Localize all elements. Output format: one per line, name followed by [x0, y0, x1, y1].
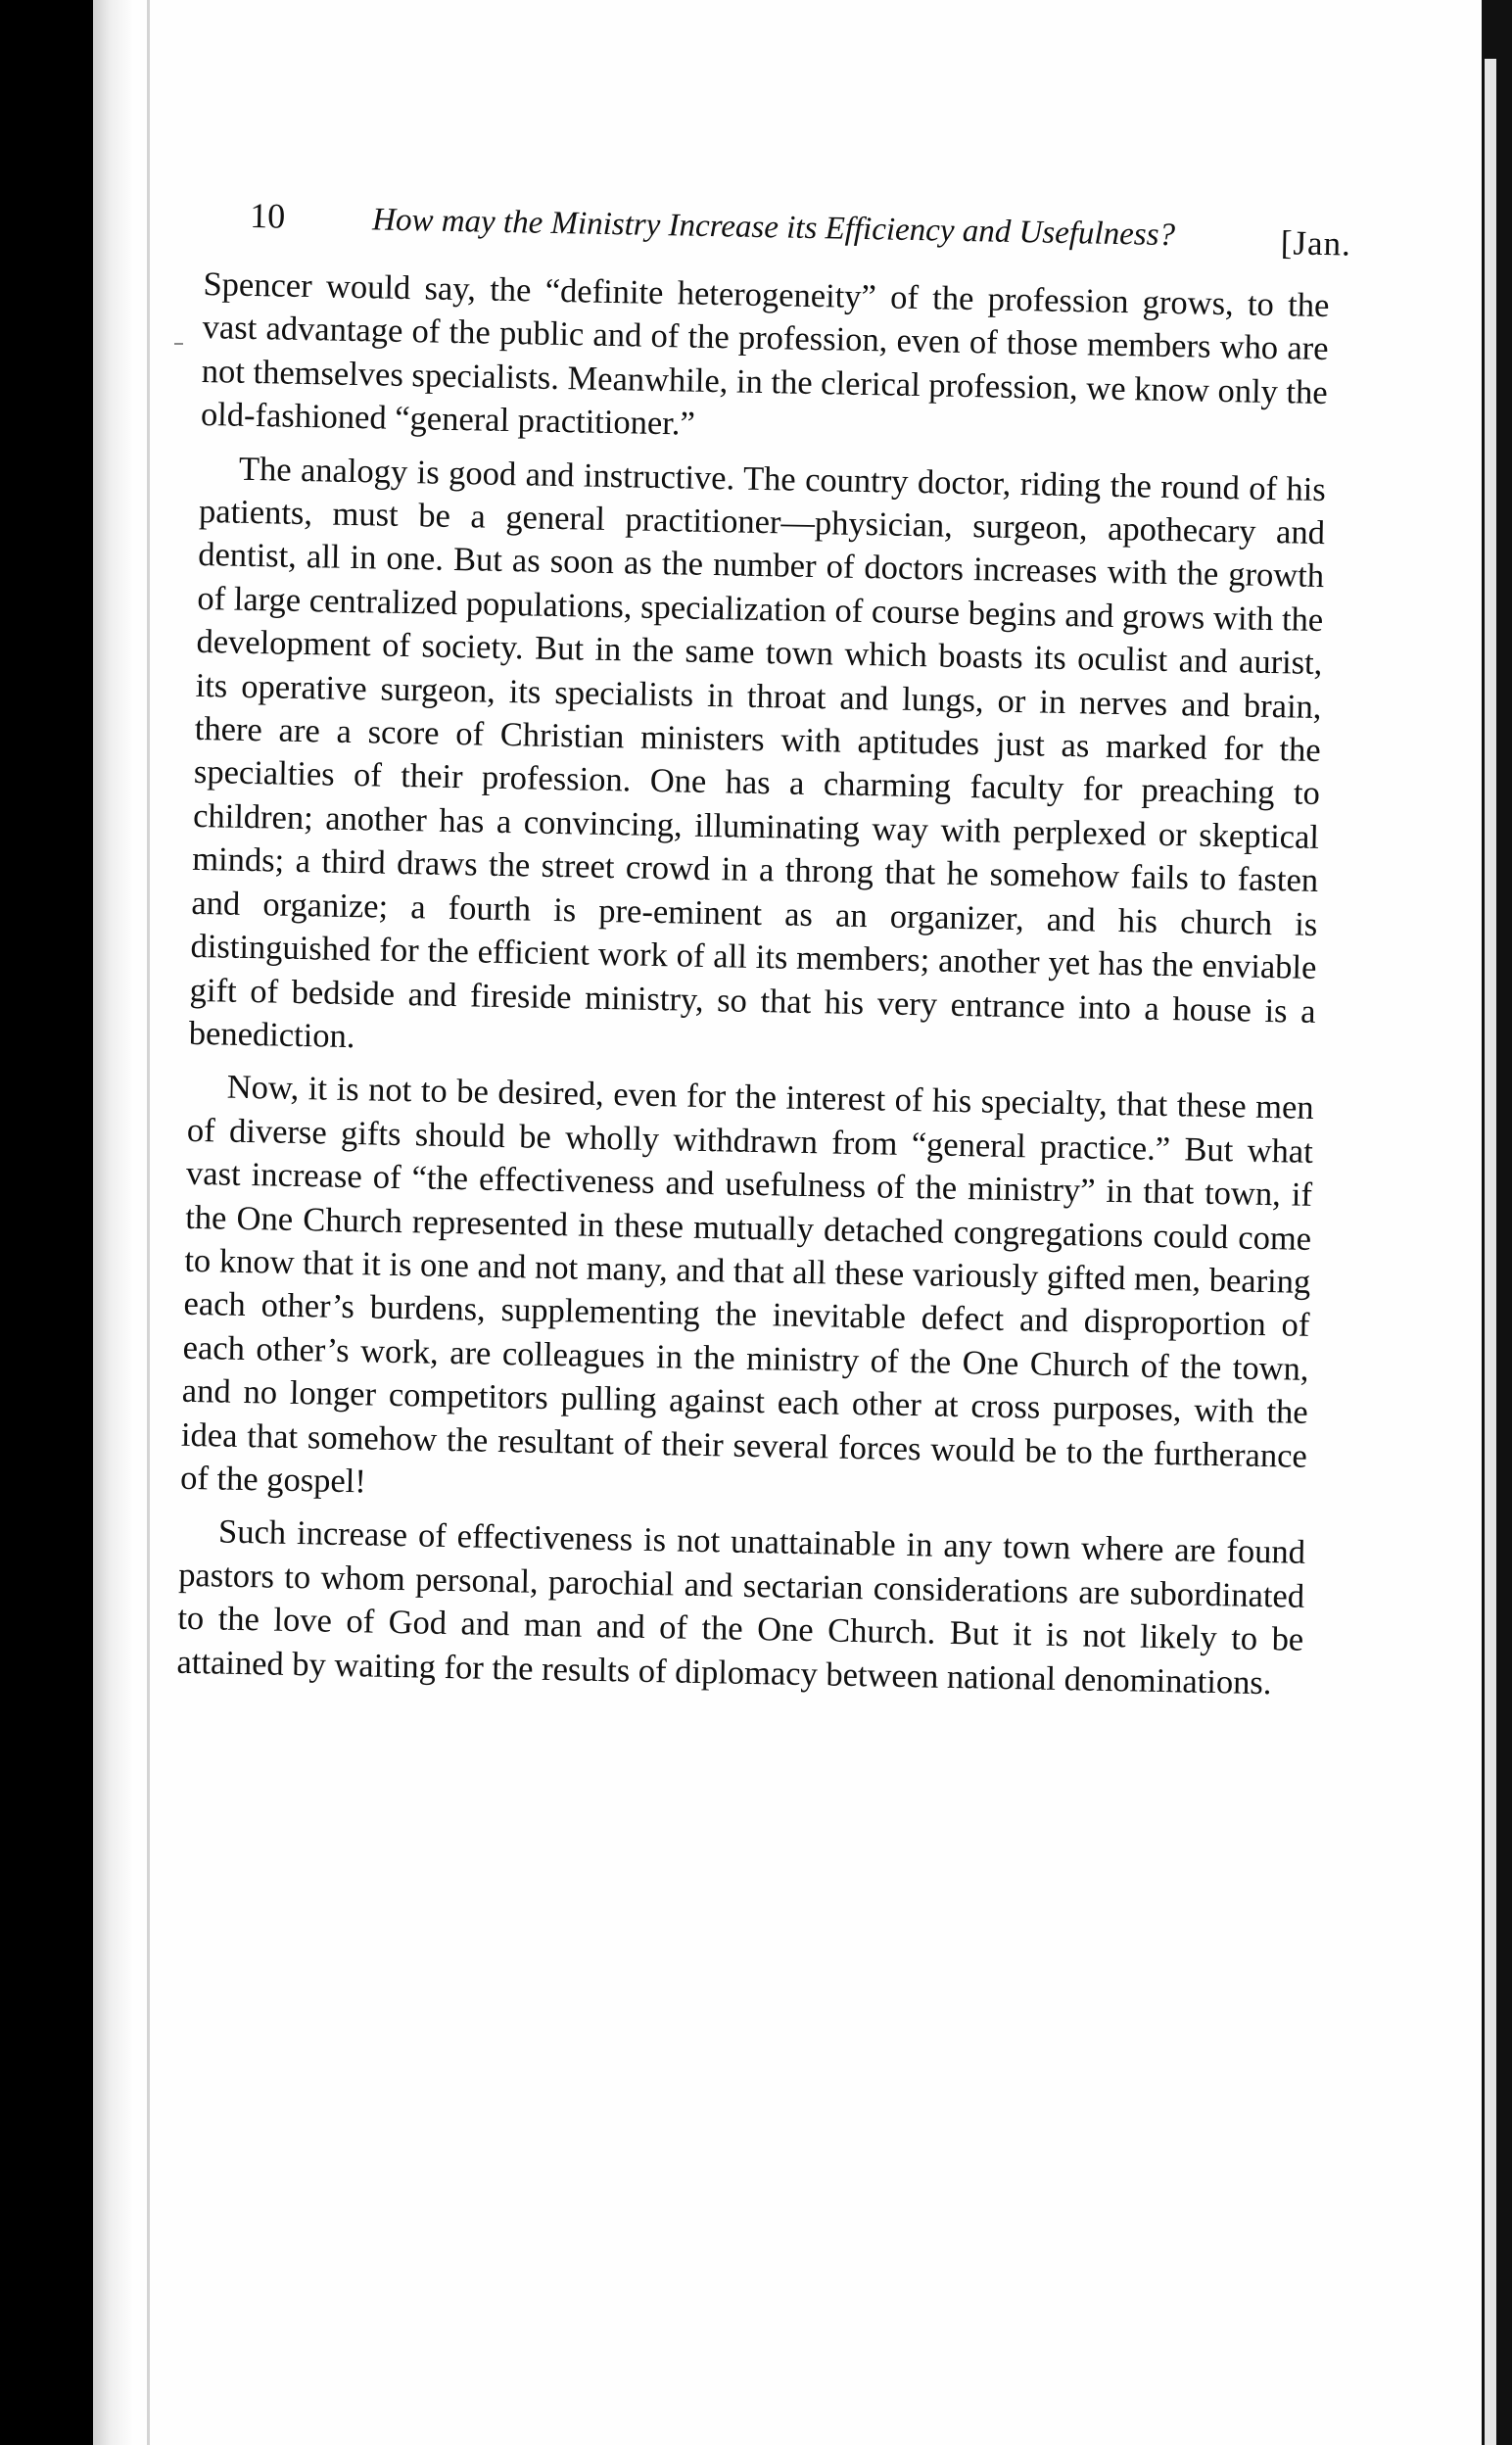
- margin-mark: [174, 343, 183, 345]
- paragraph: Now, it is not to be desired, even for the interest of his specialty, that these men of diverse gifts should be wholly withdrawn from “general practice.” But what vast increase of “the effectiveness and usefulness of the ministry” in that town, if the One Church represented in these mutually detached congregations could come to know that it is one and not many, and that all these variously gifted men, bearing each other’s burdens, supplementing the inevitable defect and disproportion of each other’s work, are colleagues in the ministry of the One Church of the town, and no longer competitors pulling against each other at cross purposes, with the idea that somehow the resultant of their several forces would be to the furtherance of the gospel!: [179, 1068, 1315, 1501]
- running-month: [Jan.: [1280, 223, 1352, 264]
- running-title: How may the Ministry Increase its Efficiency and Usefulness?: [371, 202, 1176, 254]
- page-gutter-line: [147, 0, 150, 2445]
- paragraph: Such increase of effectiveness is not unattainable in any town where are found pastors to whom personal, parochial and sectarian considerations are subordinated to the love of God and man and of the One Church. But it is not likely to be attained by waiting for the results of diplomacy between national denominations.: [176, 1512, 1306, 1702]
- page-binding-shadow: [93, 0, 132, 2445]
- paragraph: The analogy is good and instructive. The country doctor, riding the round of his patients, must be a general practitioner—physician, surgeon, apothecary and dentist, all in one. But as soon as the number of doctors increases with the growth of large centralized populations, specialization of course begins and grows with the development of society. But in the same town which boasts its oculist and aurist, its operative surgeon, its specialists in throat and lungs, or in nerves and brain, there are a score of Christian ministers with aptitudes just as marked for the specialties of their profession. One has a charming faculty for preaching to children; another has a convincing, illuminating way with perplexed or skeptical minds; a third draws the street crowd in a throng that he somehow fails to fasten and organize; a fourth is pre-eminent as an organizer, and his church is distinguished for the efficient work of all its members; another yet has the enviable gift of bedside and fireside ministry, so that his very entrance into a house is a benediction.: [188, 450, 1327, 1056]
- paragraph: Spencer would say, the “definite heterogeneity” of the profession grows, to the vast advantage of the public and of the profession, even of those members who are not themselves specialists. Meanwhile, in the clerical profession, we know only the old-fashioned “general practitioner.”: [200, 264, 1330, 443]
- page-number: 10: [249, 196, 286, 236]
- body-text: [176, 263, 1330, 1705]
- scan-border-left: [0, 0, 93, 2445]
- next-page-edge: [1485, 59, 1496, 2445]
